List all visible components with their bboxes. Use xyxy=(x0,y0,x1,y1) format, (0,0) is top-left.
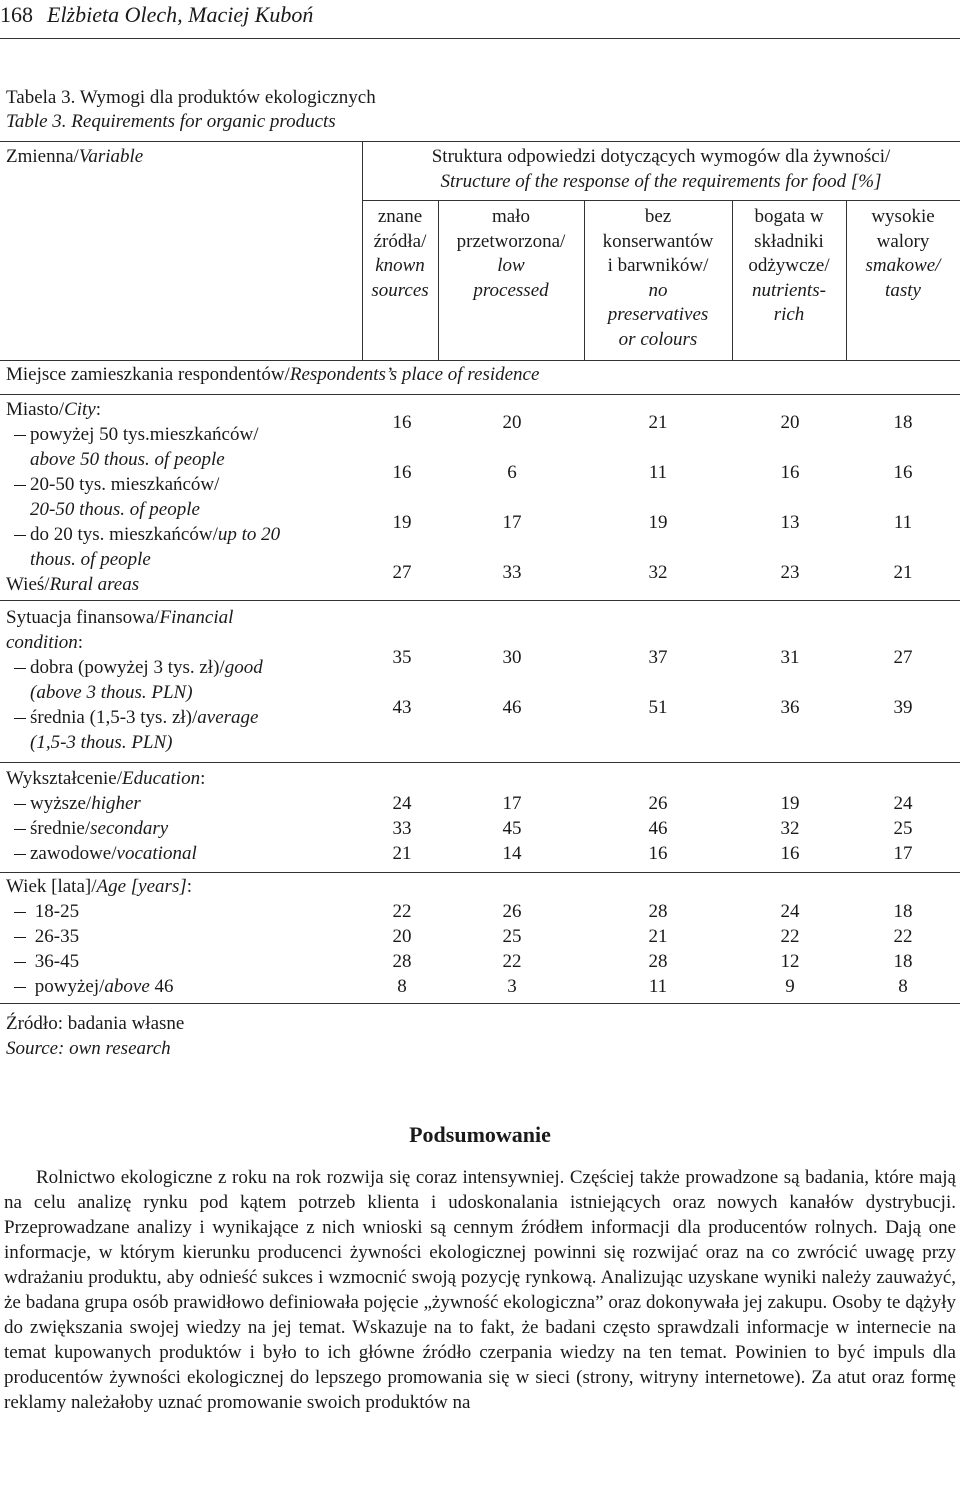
row-label-line xyxy=(14,842,197,867)
table-cell-value: 22 xyxy=(392,901,412,922)
header-bottom-rule xyxy=(0,360,960,361)
section-rule xyxy=(0,394,960,395)
row-label-line xyxy=(14,950,79,975)
table-bottom-rule xyxy=(0,1003,960,1004)
label-en: Education xyxy=(121,768,201,789)
header-authors: Elżbieta Olech, Maciej Kuboń xyxy=(47,2,314,27)
table-cell-value: 33 xyxy=(502,562,522,583)
table-cell-value: 37 xyxy=(648,647,668,668)
label-pl: wyższe/ xyxy=(30,793,92,814)
label-en: secondary xyxy=(90,818,169,839)
row-label-line xyxy=(6,606,233,631)
row-label-line xyxy=(14,473,219,498)
table-cell-value: 18 xyxy=(893,901,913,922)
table-title-pl: Tabela 3. Wymogi dla produktów ekologicznych xyxy=(6,87,376,108)
column-header-line: bez xyxy=(644,206,672,227)
table-cell-value: 30 xyxy=(502,647,522,668)
column-header-line: or colours xyxy=(618,328,698,350)
table-cell-value: 26 xyxy=(648,793,668,814)
label-pl: 18-25 xyxy=(30,901,80,922)
table-cell-value: 16 xyxy=(648,843,668,864)
row-label-line xyxy=(6,398,101,423)
column-header-line: bogata w xyxy=(754,206,824,227)
label-tail: : xyxy=(186,876,193,897)
table-cell-value: 16 xyxy=(780,843,800,864)
table-cell-value: 8 xyxy=(397,976,407,997)
table-cell-value: 31 xyxy=(780,647,800,668)
label-en: higher xyxy=(91,793,141,814)
column-header-line: smakowe/ xyxy=(865,255,941,276)
dash-mark xyxy=(14,668,26,669)
column-header-line: źródła/ xyxy=(373,230,427,252)
label-en: Financial xyxy=(159,607,234,628)
row-label-line xyxy=(30,448,225,473)
table-cell-value: 22 xyxy=(502,951,522,972)
column-header-line: mało xyxy=(492,206,530,227)
table-cell-value: 6 xyxy=(507,462,517,483)
table-cell-value: 11 xyxy=(648,976,668,997)
table-cell-value: 19 xyxy=(648,512,668,533)
table-cell-value: 14 xyxy=(502,843,522,864)
label-en: thous. of people xyxy=(30,549,151,570)
label-pl: zawodowe/ xyxy=(30,843,117,864)
table-cell-value: 21 xyxy=(648,412,668,433)
label-en: average xyxy=(197,707,259,728)
table-cell-value: 16 xyxy=(893,462,913,483)
label-en: (1,5-3 thous. PLN) xyxy=(30,732,173,753)
label-tail: : xyxy=(95,399,102,420)
column-header-line: odżywcze/ xyxy=(748,255,830,276)
dash-mark xyxy=(14,962,26,963)
column-header-line: nutrients- xyxy=(752,279,826,301)
column-header-line: wysokie xyxy=(871,206,935,227)
dash-mark xyxy=(14,937,26,938)
column-header-line: konserwantów xyxy=(602,230,714,252)
table-cell-value: 20 xyxy=(392,926,412,947)
column-header-line: i barwników/ xyxy=(607,255,709,276)
column-header xyxy=(732,205,846,328)
table-cell-value: 28 xyxy=(648,951,668,972)
row-label-line xyxy=(30,731,173,756)
dash-mark xyxy=(14,912,26,913)
label-en: good xyxy=(224,657,263,678)
section-heading: Podsumowanie xyxy=(409,1122,551,1147)
table-cell-value: 16 xyxy=(392,412,412,433)
dash-mark xyxy=(14,485,26,486)
row-label-line xyxy=(30,681,193,706)
table-cell-value: 26 xyxy=(502,901,522,922)
column-header xyxy=(584,205,732,352)
table-cell-value: 43 xyxy=(392,697,412,718)
table-cell-value: 32 xyxy=(648,562,668,583)
label-tail: : xyxy=(77,632,84,653)
dash-mark xyxy=(14,804,26,805)
table-cell-value: 39 xyxy=(893,697,913,718)
label-en: above xyxy=(104,976,150,997)
table-cell-value: 3 xyxy=(507,976,517,997)
table-cell-value: 36 xyxy=(780,697,800,718)
label-en: City xyxy=(64,399,96,420)
table-cell-value: 21 xyxy=(893,562,913,583)
table-cell-value: 13 xyxy=(780,512,800,533)
column-header-line: tasty xyxy=(885,279,921,301)
table-cell-value: 46 xyxy=(648,818,668,839)
table-cell-value: 24 xyxy=(893,793,913,814)
column-header xyxy=(438,205,584,303)
table-cell-value: 24 xyxy=(392,793,412,814)
table-cell-value: 17 xyxy=(502,512,522,533)
label-pl: średnia (1,5-3 tys. zł)/ xyxy=(30,707,198,728)
row-label-line xyxy=(14,975,174,1000)
table-cell-value: 9 xyxy=(785,976,795,997)
table-cell-value: 17 xyxy=(502,793,522,814)
label-pl: powyżej 50 tys.mieszkańców/ xyxy=(30,424,259,445)
label-pl: Wieś/ xyxy=(6,574,50,595)
label-pl: Sytuacja finansowa/ xyxy=(6,607,160,628)
column-header-line: processed xyxy=(473,279,549,301)
table-cell-value: 27 xyxy=(392,562,412,583)
column-header-line: known xyxy=(375,255,425,276)
summary-paragraph xyxy=(4,1165,956,1415)
dash-mark xyxy=(14,854,26,855)
column-header-line: przetworzona/ xyxy=(456,230,566,252)
section-rule xyxy=(0,872,960,873)
label-en: above 50 thous. of people xyxy=(30,449,225,470)
page-number: 168 xyxy=(0,2,33,27)
table-cell-value: 51 xyxy=(648,697,668,718)
dash-mark xyxy=(14,829,26,830)
table-cell-value: 28 xyxy=(392,951,412,972)
running-header xyxy=(0,0,313,30)
table-cell-value: 8 xyxy=(898,976,908,997)
label-tail: : xyxy=(200,768,206,789)
structure-header: Struktura odpowiedzi dotyczących wymogów dla żywności/ Structure of the response of the requirements for food [%] xyxy=(431,146,891,192)
label-pl: dobra (powyżej 3 tys. zł)/ xyxy=(30,657,225,678)
dash-mark xyxy=(14,535,26,536)
label-en: vocational xyxy=(116,843,197,864)
table-cell-value: 19 xyxy=(780,793,800,814)
table-cell-value: 21 xyxy=(648,926,668,947)
label-pl: Wiek [lata]/ xyxy=(6,876,97,897)
column-header-line: walory xyxy=(876,230,930,252)
table-cell-value: 22 xyxy=(780,926,800,947)
label-en: (above 3 thous. PLN) xyxy=(30,682,193,703)
table-title-en: Table 3. Requirements for organic products xyxy=(6,111,336,132)
label-en: condition xyxy=(6,632,78,653)
table-cell-value: 16 xyxy=(392,462,412,483)
column-header-line: sources xyxy=(371,279,429,301)
table-cell-value: 24 xyxy=(780,901,800,922)
variable-header: Zmienna/Variable xyxy=(6,146,144,167)
header-sub-rule xyxy=(362,200,960,201)
row-label-line xyxy=(14,656,263,681)
table-cell-value: 11 xyxy=(893,512,913,533)
dash-mark xyxy=(14,987,26,988)
table-cell-value: 12 xyxy=(780,951,800,972)
table-cell-value: 21 xyxy=(392,843,412,864)
column-header-line: rich xyxy=(773,304,805,325)
section-rule xyxy=(0,762,960,763)
source-en: Source: own research xyxy=(6,1038,171,1059)
table-cell-value: 19 xyxy=(392,512,412,533)
column-header xyxy=(846,205,960,303)
table-cell-value: 11 xyxy=(648,462,668,483)
label-pl: 26-35 xyxy=(30,926,80,947)
table-cell-value: 25 xyxy=(502,926,522,947)
table-top-rule xyxy=(0,141,960,142)
table-cell-value: 18 xyxy=(893,412,913,433)
table-cell-value: 16 xyxy=(780,462,800,483)
label-pl: 20-50 tys. mieszkańców/ xyxy=(30,474,220,495)
label-pl: Miasto/ xyxy=(6,399,65,420)
dash-mark xyxy=(14,435,26,436)
header-rule xyxy=(0,38,960,39)
table-cell-value: 45 xyxy=(502,818,522,839)
table-cell-value: 25 xyxy=(893,818,913,839)
row-label-line xyxy=(14,423,258,448)
row-label-line xyxy=(6,767,205,792)
row-label-line xyxy=(14,900,79,925)
section-residence-heading: Miejsce zamieszkania respondentów/Respondents’s place of residence xyxy=(6,364,540,385)
table-cell-value: 18 xyxy=(893,951,913,972)
column-header xyxy=(362,205,438,303)
label-en: 20-50 thous. of people xyxy=(30,499,200,520)
column-header-line: preservatives xyxy=(607,304,709,325)
section-rule xyxy=(0,600,960,601)
column-header-line: no xyxy=(648,279,668,301)
paragraph-text: Rolnictwo ekologiczne z roku na rok rozwija się coraz intensywniej. Częściej także prowadzone są badania, które mają na celu analizę rynku pod kątem potrzeb klienta i udoskonalania istniejących oraz nowych kanałów dystrybucji. Przeprowadzane analizy i wynikające z nich wnioski są cennym źródłem informacji dla producentów rolnych. Dają one informacje, w którym kierunku producenci żywności ekologicznej powinni się rozwijać oraz na co zwrócić uwagę przy wdrażaniu produktu, aby odnieść sukces i wzmocnić swoją pozycję rynkową. Analizując uzyskane wyniki należy zauważyć, że badana grupa osób prawidłowo definiowała pojęcie „żywność ekologiczna” oraz dokonywała jej zakupu. Osoby te dążyły do zwiększania swojej wiedzy na jej temat. Wskazuje na to fakt, że badani często sprawdzali informacje w internecie na temat kupowanych produktów i było to ich główne źródło czerpania wiedzy na ten temat. Powinien to być impuls dla producentów żywności ekologicznej do lepszego promowania się w sieci (strony, witryny internetowe). Za atut oraz formę reklamy należałoby uznać promowanie swoich produktów na xyxy=(4,1167,956,1413)
label-pl: 36-45 xyxy=(30,951,80,972)
label-pl: powyżej/ xyxy=(30,976,105,997)
table-cell-value: 17 xyxy=(893,843,913,864)
column-header-line: low xyxy=(497,255,525,276)
table-cell-value: 35 xyxy=(392,647,412,668)
row-label-line xyxy=(6,631,83,656)
column-header-line: składniki xyxy=(754,230,824,252)
table-cell-value: 33 xyxy=(392,818,412,839)
label-en: Age [years] xyxy=(96,876,187,897)
table-cell-value: 20 xyxy=(780,412,800,433)
row-label-line xyxy=(14,817,168,842)
row-label-line xyxy=(14,925,79,950)
table-cell-value: 46 xyxy=(502,697,522,718)
table-cell-value: 20 xyxy=(502,412,522,433)
row-label-line xyxy=(6,573,139,598)
table-cell-value: 22 xyxy=(893,926,913,947)
table-cell-value: 32 xyxy=(780,818,800,839)
table-cell-value: 28 xyxy=(648,901,668,922)
source-pl: Źródło: badania własne xyxy=(6,1013,185,1034)
row-label-line xyxy=(30,548,151,573)
column-header-line: znane xyxy=(377,206,423,227)
label-pl: do 20 tys. mieszkańców/ xyxy=(30,524,218,545)
label-en: Rural areas xyxy=(49,574,140,595)
label-en: up to 20 xyxy=(217,524,281,545)
row-label-line xyxy=(6,875,192,900)
row-label-line xyxy=(14,706,258,731)
label-pl: Wykształcenie/ xyxy=(6,768,122,789)
table-cell-value: 23 xyxy=(780,562,800,583)
label-tail: 46 xyxy=(149,976,174,997)
row-label-line xyxy=(14,523,280,548)
row-label-line xyxy=(14,792,141,817)
row-label-line xyxy=(30,498,200,523)
dash-mark xyxy=(14,718,26,719)
label-pl: średnie/ xyxy=(30,818,91,839)
table-cell-value: 27 xyxy=(893,647,913,668)
